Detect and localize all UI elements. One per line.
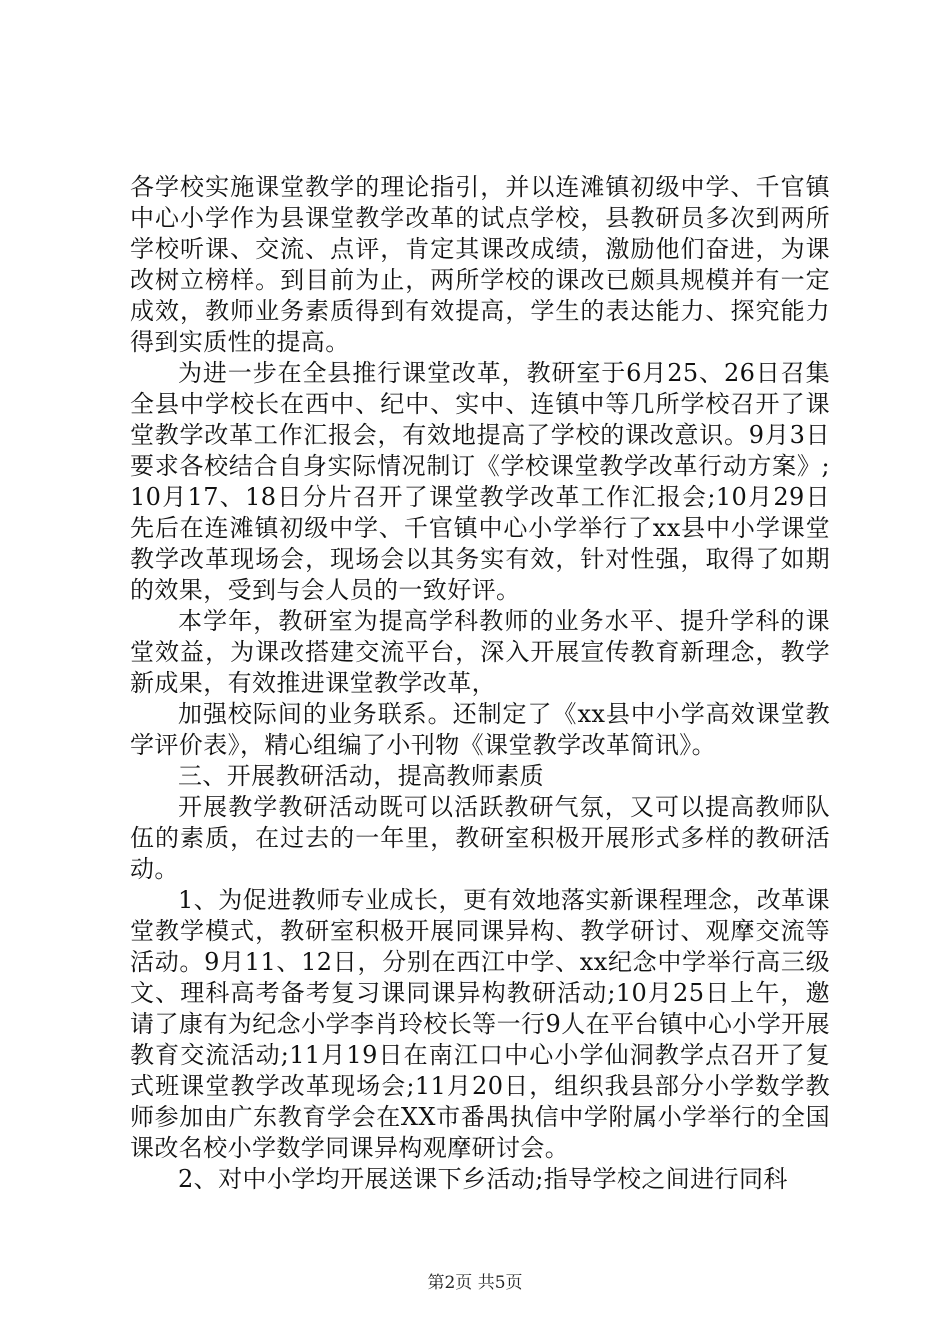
document-body (130, 172, 830, 1195)
paragraph-school-links: 加强校际间的业务联系。还制定了《xx县中小学高效课堂教学评价表》，精心组编了小刊物《课堂教学改革简讯》。 (130, 700, 830, 759)
paragraph-pilot-schools: 各学校实施课堂教学的理论指引，并以连滩镇初级中学、千官镇中心小学作为县课堂教学改革的试点学校，县教研员多次到两所学校听课、交流、点评，肯定其课改成绩，激励他们奋进，为课改树立榜样。到目前为止，两所学校的课改已颇具规模并有一定成效，教师业务素质得到有效提高，学生的表达能力、探究能力得到实质性的提高。 (130, 173, 830, 356)
paragraph-county-reform: 为进一步在全县推行课堂改革，教研室于6月25、26日召集全县中学校长在西中、纪中、实中、连镇中等几所学校召开了课堂教学改革工作汇报会，有效地提高了学校的课改意识。9月3日要求各校结合自身实际情况制订《学校课堂教学改革行动方案》;10月17、18日分片召开了课堂教学改革工作汇报会;10月29日先后在连滩镇初级中学、千官镇中心小学举行了xx县中小学课堂教学改革现场会，现场会以其务实有效，针对性强，取得了如期的效果，受到与会人员的一致好评。 (130, 359, 830, 604)
paragraph-research-activities: 开展教学教研活动既可以活跃教研气氛，又可以提高教师队伍的素质，在过去的一年里，教研室积极开展形式多样的教研活动。 (130, 793, 830, 883)
page-number-footer: 第2页 共5页 (427, 1273, 523, 1293)
paragraph-item-2: 2、对中小学均开展送课下乡活动;指导学校之间进行同科 (178, 1165, 788, 1193)
paragraph-academic-year: 本学年，教研室为提高学科教师的业务水平、提升学科的课堂效益，为课改搭建交流平台，深入开展宣传教育新理念，教学新成果，有效推进课堂教学改革， (130, 607, 830, 697)
section-heading-3: 三、开展教研活动，提高教师素质 (178, 762, 544, 790)
paragraph-item-1: 1、为促进教师专业成长，更有效地落实新课程理念，改革课堂教学模式，教研室积极开展同课异构、教学研讨、观摩交流等活动。9月11、12日，分别在西江中学、xx纪念中学举行高三级文、理科高考备考复习课同课异构教研活动;10月25日上午，邀请了康有为纪念小学李肖玲校长等一行9人在平台镇中心小学开展教育交流活动;11月19日在南江口中心小学仙洞教学点召开了复式班课堂教学改革现场会;11月20日，组织我县部分小学数学教师参加由广东教育学会在XX市番禺执信中学附属小学举行的全国课改名校小学数学同课异构观摩研讨会。 (130, 886, 830, 1162)
